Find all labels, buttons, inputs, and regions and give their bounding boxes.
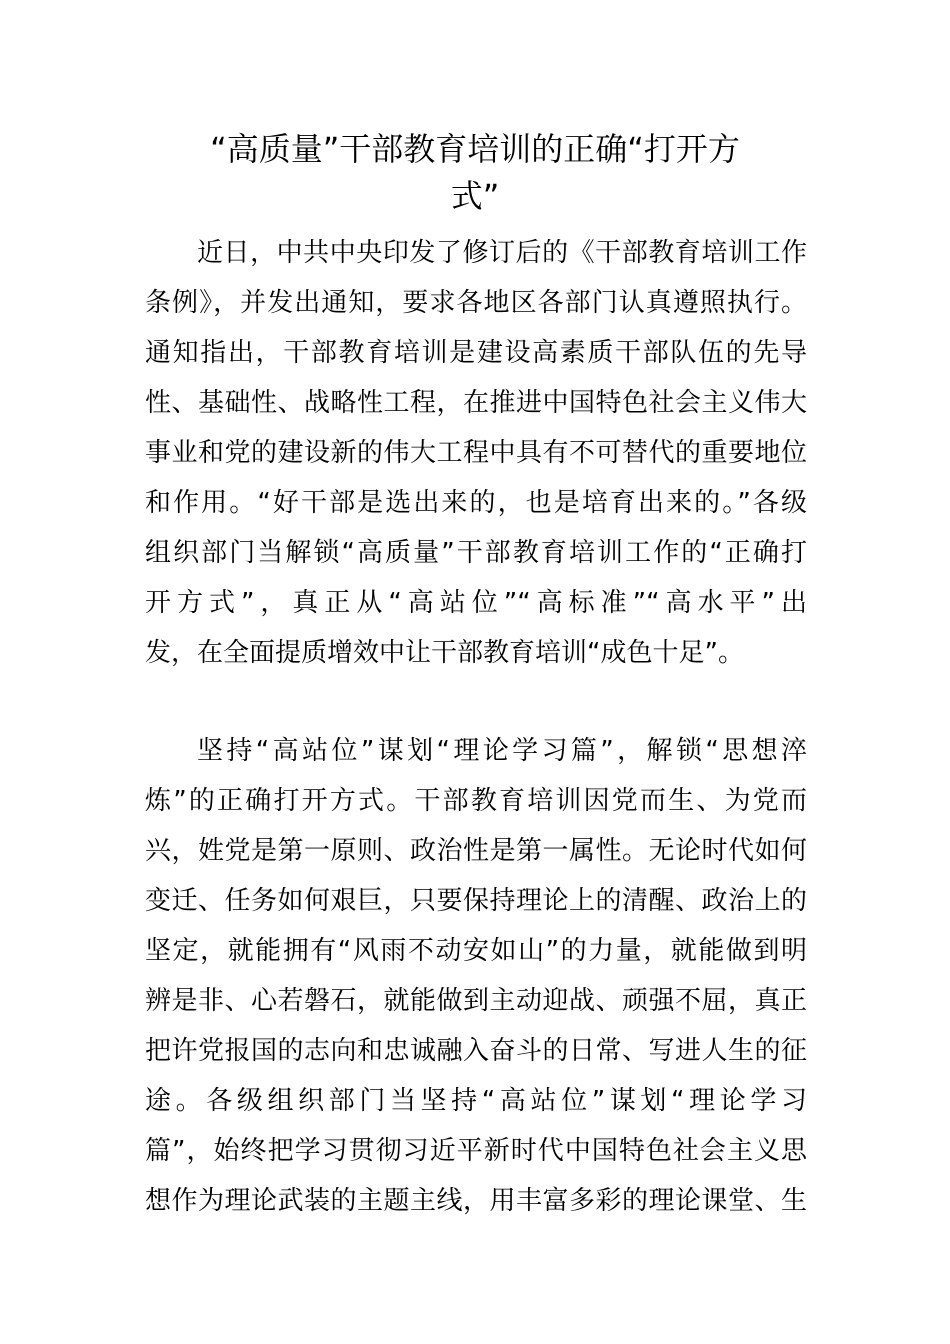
text-line: 近日，中共中央印发了修订后的《干部教育培训工作	[197, 238, 807, 268]
paragraph-theory-study	[145, 726, 807, 1226]
text-line: 开方式”，真正从“高站位”“高标准”“高水平”出	[145, 588, 807, 618]
text-line: 坚定，就能拥有“风雨不动安如山”的力量，就能做到明	[145, 936, 807, 966]
text-line: 和作用。“好干部是选出来的，也是培育出来的。”各级	[145, 488, 807, 518]
text-line: 通知指出，干部教育培训是建设高素质干部队伍的先导	[145, 338, 807, 368]
text-line: 辨是非、心若磐石，就能做到主动迎战、顽强不屈，真正	[145, 986, 807, 1016]
document-title	[145, 126, 805, 220]
text-line: 发，在全面提质增效中让干部教育培训“成色十足”。	[145, 638, 744, 668]
text-line: 性、基础性、战略性工程，在推进中国特色社会主义伟大	[145, 388, 807, 418]
text-line: 事业和党的建设新的伟大工程中具有不可替代的重要地位	[145, 438, 807, 468]
text-line: 兴，姓党是第一原则、政治性是第一属性。无论时代如何	[145, 836, 807, 866]
text-line: 变迁、任务如何艰巨，只要保持理论上的清醒、政治上的	[145, 886, 807, 916]
text-line: 把许党报国的志向和忠诚融入奋斗的日常、写进人生的征	[145, 1036, 807, 1066]
text-line: 炼”的正确打开方式。干部教育培训因党而生、为党而	[145, 786, 807, 816]
title-line: 式”	[450, 177, 500, 215]
text-line: 条例》，并发出通知，要求各地区各部门认真遵照执行。	[145, 288, 807, 318]
paragraph-intro	[145, 228, 807, 678]
text-line: 途。各级组织部门当坚持“高站位”谋划“理论学习	[145, 1086, 807, 1116]
text-line: 篇”，始终把学习贯彻习近平新时代中国特色社会主义思	[145, 1136, 807, 1166]
text-line: 组织部门当解锁“高质量”干部教育培训工作的“正确打	[145, 538, 807, 568]
title-line: “高质量”干部教育培训的正确“打开方	[210, 130, 740, 168]
text-line: 想作为理论武装的主题主线，用丰富多彩的理论课堂、生	[145, 1186, 807, 1216]
text-line: 坚持“高站位”谋划“理论学习篇”，解锁“思想淬	[197, 736, 807, 766]
